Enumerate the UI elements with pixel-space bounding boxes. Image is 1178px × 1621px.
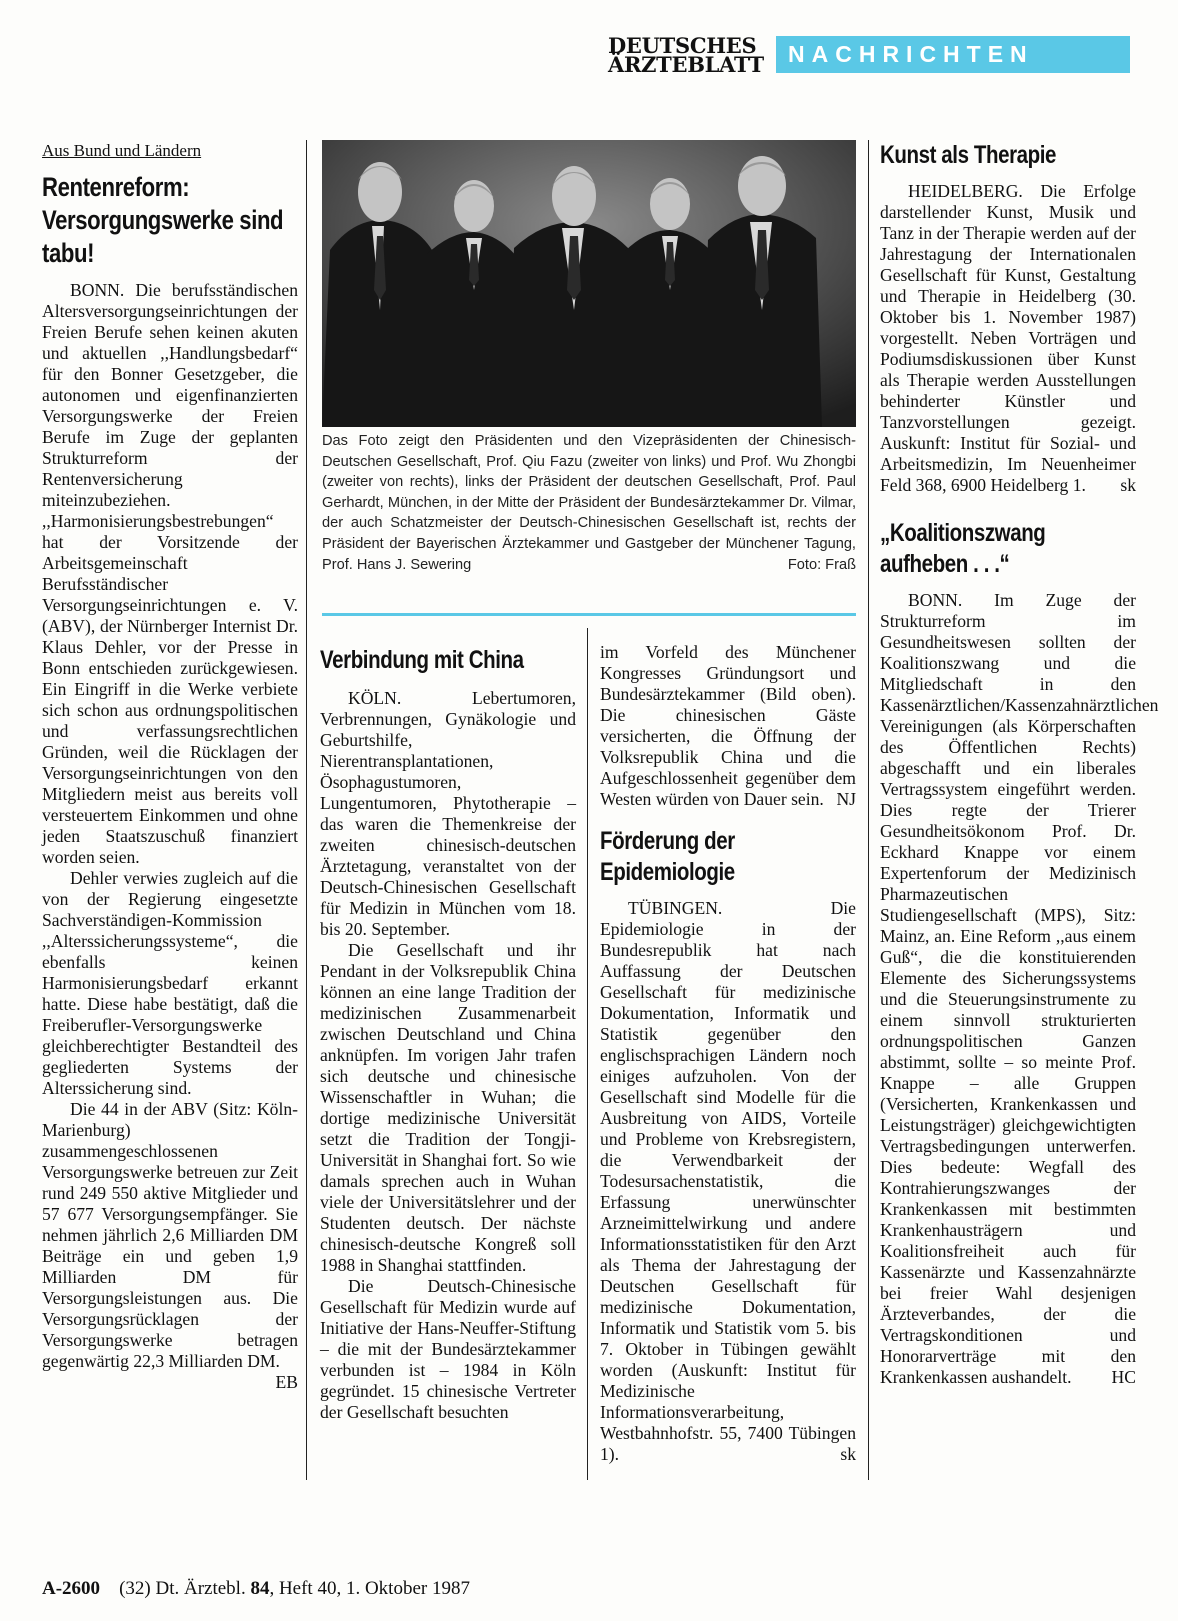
- photo-caption: [322, 431, 856, 575]
- article-paragraph-text: BONN. Im Zuge der Strukturreform im Gesundheitswesen sollten der Koalitionszwang und die Mitgliedschaft in den Kassenärztlichen/Kassenzahnärztlichen Vereinigungen (als Körperschaften des Öffentlichen Rechts) abgeschafft und ein liberales Vertragssystem eingeführt werden. Dies regte der Trierer Gesundheitsökonom Prof. Dr. Eckhard Knappe vor einem Expertenforum der Medizinisch Pharmazeutischen Studiengesellschaft (MPS), Sitz: Mainz, an. Eine Reform ,,aus einem Guß“, die die konstituierenden Elemente des Sicherungssystems und die Steuerungsinstrumente zu einem sinnvoll strukturierten ordnungspolitischen Ganzen abstimmt, sollte – so meinte Prof. Knappe – alle Gruppen (Versicherten, Krankenkassen und Leistungsträger) gleichgewichtigten Vertragsbedingungen unterwerfen. Dies bedeute: Wegfall des Kontrahierungszwanges der Krankenkassen mit bestimmten Krankenhausträgern und Koalitionsfreiheit auch für Kassenärzte und Kassenzahnärzte bei freier Wahl desjenigen Ärzteverbandes, der die Vertragskonditionen und Honorarverträge mit den Krankenkassen aushandelt.: [880, 590, 1159, 1387]
- column-divider: [868, 140, 869, 1480]
- continuation-text: im Vorfeld des Münchener Kongresses Gründungsort und Bundesärztekammer (Bild oben). Die chinesischen Gäste versicherten, die Öffnung der Volksrepublik China und die Aufgeschlossenheit gegenüber dem Westen würden von Dauer sein.: [600, 642, 856, 809]
- author-signature: EB: [275, 1372, 298, 1392]
- citation-suffix: , Heft 40, 1. Oktober 1987: [269, 1578, 470, 1599]
- page-number: A-2600: [42, 1578, 101, 1599]
- column-divider: [587, 628, 588, 1480]
- blue-separator-rule: [322, 613, 856, 616]
- page-footer: [42, 1578, 742, 1600]
- article-paragraph: [600, 898, 856, 1465]
- citation-prefix: (32) Dt. Ärztebl.: [119, 1578, 246, 1599]
- article-paragraph: [42, 1099, 298, 1392]
- article-paragraph-text: Die 44 in der ABV (Sitz: Köln-Marienburg) zusammengeschlossenen Versorgungswerke betreuen zur Zeit rund 249 550 aktive Mitglieder und 57 677 Versorgungsempfänger. Sie nehmen jährlich 2,6 Milliarden DM Beiträge ein und geben 1,9 Milliarden DM für Versorgungsleistungen aus. Die Versorgungsrücklagen der Versorgungswerke betragen gegenwärtig 22,3 Milliarden DM.: [42, 1099, 298, 1371]
- article-paragraph: BONN. Die berufsständischen Altersversorgungseinrichtungen der Freien Berufe sehen keinen akuten und aktuellen ,,Handlungsbedarf“ für den Bonner Gesetzgeber, die autonomen und eigenfinanzierten Versorgungswerke der Freien Berufe im Zuge der geplanten Strukturreform der Rentenversicherung miteinzubeziehen. ,,Harmonisierungsbestrebungen“ hat der Vorsitzende der Arbeitsgemeinschaft Berufsständischer Versorgungseinrichtungen e. V. (ABV), der Nürnberger Internist Dr. Klaus Dehler, vor der Presse in Bonn entschieden zurückgewiesen. Ein Eingriff in die Werke verbiete sich schon aus ordnungspolitischen und verfassungsrechtlichen Gründen, weil die Rücklagen der Versorgungseinrichtungen von den Mitgliedern meist aus bereits voll versteuertem Einkommen und ohne jeden Staatszuschuß finanziert worden seien.: [42, 280, 298, 867]
- continuation-paragraph: [600, 642, 856, 810]
- publication-title: [608, 33, 768, 77]
- column-divider: [306, 140, 307, 1480]
- article-verbindung-china: [320, 645, 576, 1423]
- publication-title-line1: DEUTSCHES: [608, 33, 757, 58]
- article-paragraph: Die Deutsch-Chinesische Gesellschaft für Medizin wurde auf Initiative der Hans-Neuffer-Stiftung – die mit der Bundesärztekammer verbunden ist – 1984 in Köln gegründet. 15 chinesische Vertreter der Gesellschaft besuchten: [320, 1276, 576, 1422]
- column-kunst-koalitionszwang: [880, 140, 1159, 1388]
- article-paragraph: [880, 590, 1159, 1388]
- article-rentenreform: [42, 140, 298, 1393]
- article-headline: „Koalitionszwang aufheben . . .“: [880, 519, 1046, 578]
- group-photo: [322, 140, 856, 427]
- article-headline: Kunst als Therapie: [880, 141, 1057, 169]
- article-paragraph: [880, 181, 1136, 496]
- article-paragraph: Dehler verwies zugleich auf die von der Regierung eingesetzte Sachverständigen-Kommission ,,Alterssicherungssysteme“, die ebenfalls keinen Harmonisierungsbedarf erkannt hatte. Diese habe bestätigt, daß die Freiberufler-Versorgungswerke gleichberechtigter Bestandteil des gegliederten Systems der Alterssicherung sind.: [42, 868, 298, 1098]
- volume-number: 84: [250, 1578, 270, 1599]
- article-headline: Förderung der Epidemiologie: [600, 827, 735, 886]
- author-signature: HC: [1111, 1367, 1136, 1387]
- group-photo-image: [322, 140, 856, 427]
- author-signature: NJ: [836, 789, 856, 809]
- article-headline: Verbindung mit China: [320, 646, 524, 674]
- author-signature: sk: [1120, 475, 1136, 495]
- article-paragraph-text: HEIDELBERG. Die Erfolge darstellender Kunst, Musik und Tanz in der Therapie werden auf der Jahrestagung der Internationalen Gesellschaft für Kunst, Gestaltung und Therapie in Heidelberg (30. Oktober bis 1. November 1987) vorgestellt. Neben Vorträgen und Podiumsdiskussionen über Kunst als Therapie werden Ausstellungen behinderter Künstler und Tanzvorstellungen gezeigt. Auskunft: Institut für Sozial- und Arbeitsmedizin, Im Neuenheimer Feld 368, 6900 Heidelberg 1.: [880, 181, 1136, 495]
- publication-title-line2: ÄRZTEBLATT: [608, 52, 764, 77]
- photo-credit: Foto: Fraß: [787, 556, 856, 573]
- article-paragraph: KÖLN. Lebertumoren, Verbrennungen, Gynäkologie und Geburtshilfe, Nierentransplantationen, Ösophagustumoren, Lungentumoren, Phytotherapie – das waren die Themenkreise der zweiten chinesisch-deutschen Ärztetagung, veranstaltet von der Deutsch-Chinesischen Gesellschaft für Medizin in München vom 18. bis 20. September.: [320, 688, 576, 939]
- article-epidemiologie: [600, 642, 856, 1465]
- author-signature: sk: [840, 1444, 856, 1464]
- masthead: [608, 33, 1140, 77]
- article-paragraph: Die Gesellschaft und ihr Pendant in der Volksrepublik China können an eine lange Tradition der medizinischen Zusammenarbeit zwischen Deutschland und China anknüpfen. Im vorigen Jahr trafen sich deutsche und chinesische Wissenschaftler in Wuhan; die dortige medizinische Universität setzt die Tradition der Tongji-Universität in Shanghai fort. So wie damals sprechen auch in Wuhan viele der Universitätslehrer und der Studenten deutsch. Der nächste chinesisch-deutsche Kongreß soll 1988 in Shanghai stattfinden.: [320, 940, 576, 1275]
- section-kicker: Aus Bund und Ländern: [42, 141, 202, 160]
- article-headline: Rentenreform: Versorgungswerke sind tabu!: [42, 172, 284, 268]
- photo-caption-text: Das Foto zeigt den Präsidenten und den Vizepräsidenten der Chinesisch-Deutschen Gesellschaft, Prof. Qiu Fazu (zweiter von links) und Prof. Wu Zhongbi (zweiter von rechts), links der Präsident der deutschen Gesellschaft, Prof. Paul Gerhardt, München, in der Mitte der Präsident der Bundesärztekammer Dr. Vilmar, der auch Schatzmeister der Deutsch-Chinesischen Gesellschaft ist, rechts der Präsident der Bayerischen Ärztekammer und Gastgeber der Münchener Tagung, Prof. Hans J. Sewering: [322, 433, 856, 573]
- article-paragraph-text: TÜBINGEN. Die Epidemiologie in der Bundesrepublik hat nach Auffassung der Deutschen Gesellschaft für medizinische Dokumentation, Informatik und Statistik gegenüber den englischsprachigen Ländern noch einiges aufzuholen. Von der Gesellschaft sind Modelle für die Ausbreitung von AIDS, Vorteile und Probleme von Krebsregistern, die Verwendbarkeit der Todesursachenstatistik, die Erfassung unerwünschter Arzneimittelwirkung und andere Informationsstatistiken für den Arzt als Thema der Jahrestagung der Deutschen Gesellschaft für medizinische Dokumentation, Informatik und Statistik vom 5. bis 7. Oktober in Tübingen gewählt worden (Auskunft: Institut für Medizinische Informationsverarbeitung, Westbahnhofstr. 55, 7400 Tübingen 1).: [600, 898, 856, 1464]
- section-banner: NACHRICHTEN: [776, 36, 1130, 73]
